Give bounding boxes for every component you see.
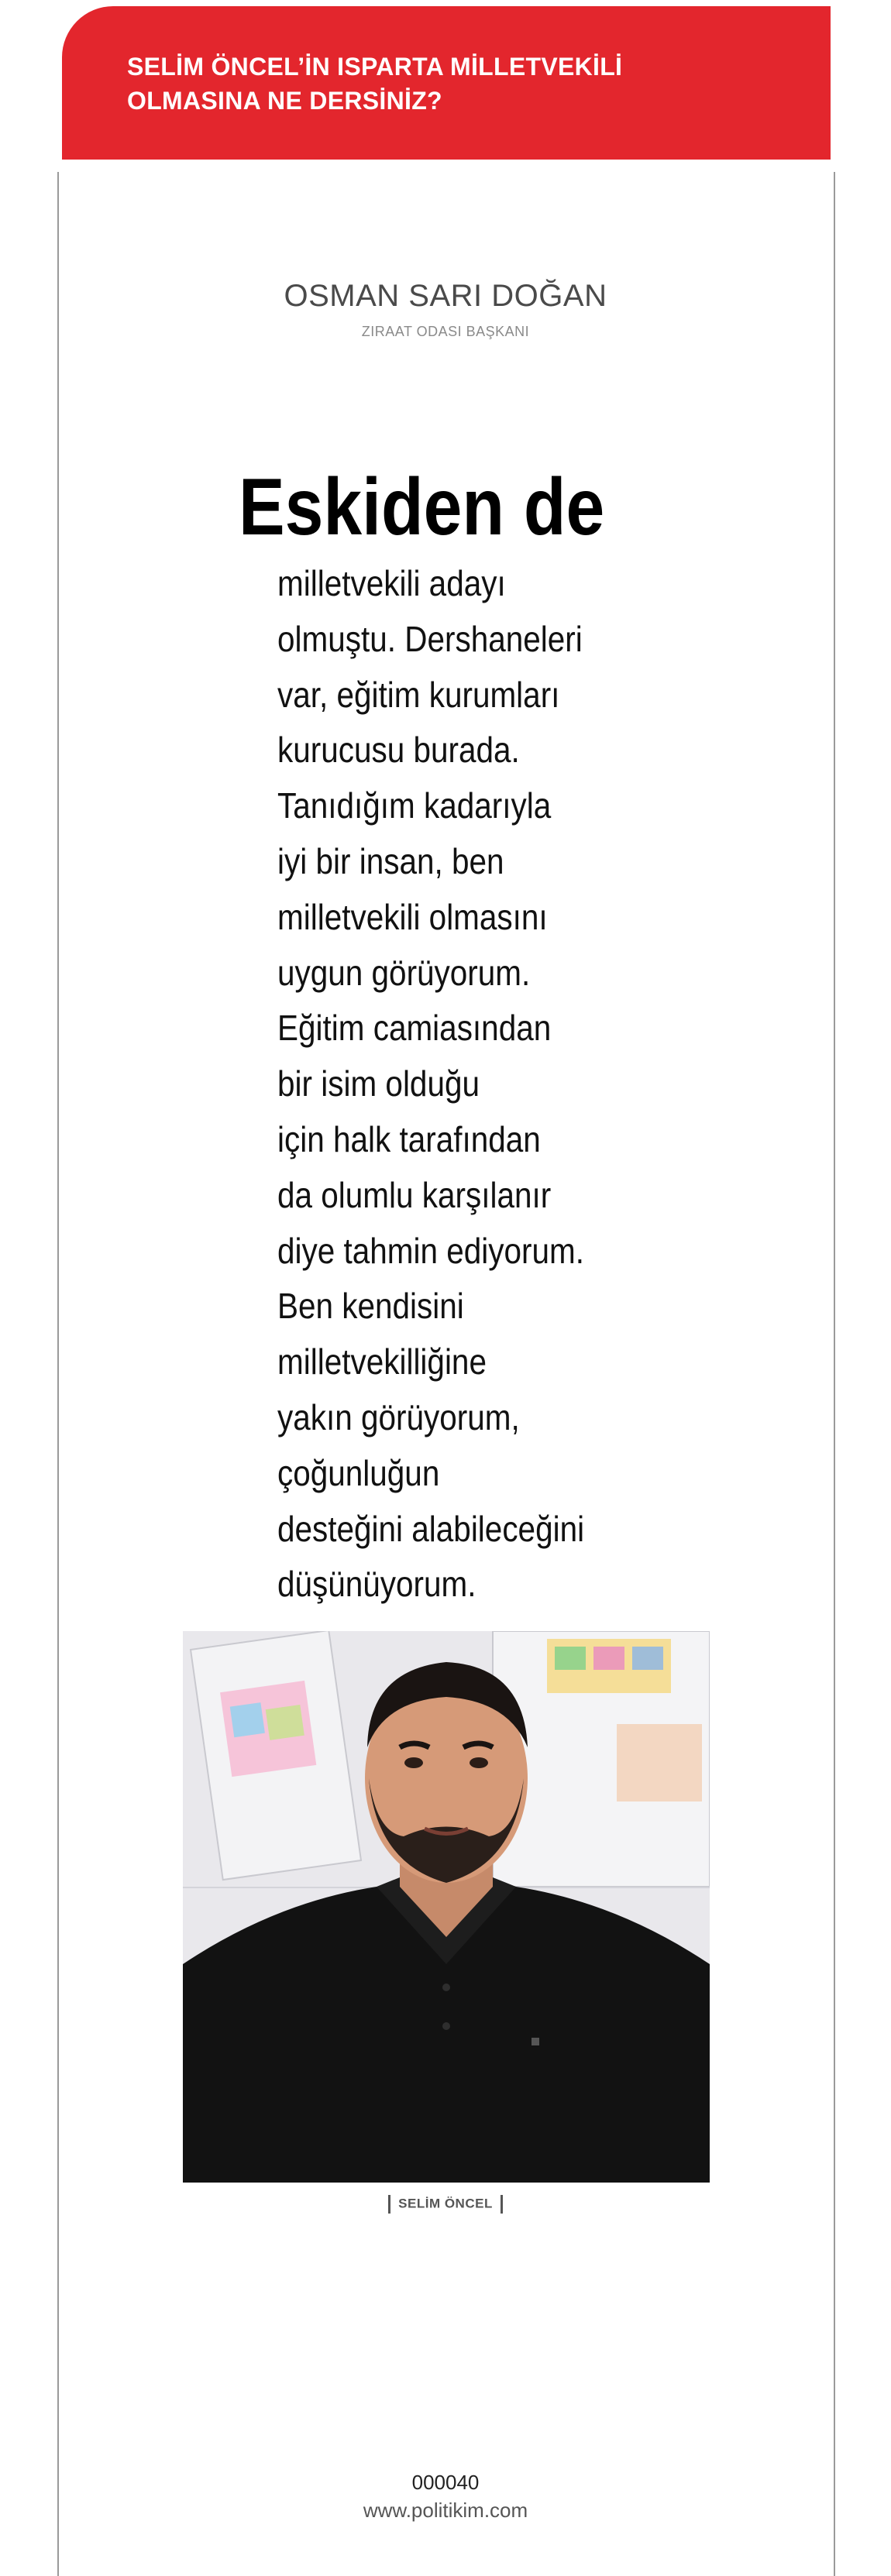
portrait-photo — [183, 1631, 710, 2183]
article-line: için halk tarafından — [277, 1118, 541, 1159]
article-line: Tanıdığım kadarıyla — [277, 785, 552, 826]
photo-caption — [0, 2195, 891, 2214]
caption-bar-right — [501, 2195, 503, 2214]
article-line: kurucusu burada. — [277, 730, 520, 771]
article-line: da olumlu karşılanır — [277, 1174, 552, 1215]
header-banner — [62, 6, 831, 160]
article-line: diye tahmin ediyorum. — [277, 1230, 584, 1271]
headline: SELİM ÖNCEL’İN ISPARTA MİLLETVEKİLİ OLMASINA NE DERSİNİZ? — [127, 53, 623, 115]
caption-bar-left — [388, 2195, 390, 2214]
author-role: ZIRAAT ODASI BAŞKANI — [361, 324, 530, 339]
article-line: Eğitim camiasından — [277, 1008, 552, 1049]
author-name: OSMAN SARI DOĞAN — [284, 279, 607, 313]
article-line: uygun görüyorum. — [277, 952, 531, 993]
website-url: www.politikim.com — [363, 2499, 528, 2522]
article-line: olmuştu. Dershaneleri — [277, 618, 583, 659]
caption-text: SELİM ÖNCEL — [398, 2196, 493, 2211]
article-line: düşünüyorum. — [277, 1564, 476, 1605]
article-line: bir isim olduğu — [277, 1063, 480, 1104]
article-line: var, eğitim kurumları — [277, 674, 560, 715]
article-line: desteğini alabileceğini — [277, 1508, 585, 1549]
article-line: milletvekili adayı — [277, 563, 506, 603]
article-line: yakın görüyorum, — [277, 1396, 520, 1437]
article-body — [277, 556, 659, 1613]
article-line: milletvekilliğine — [277, 1341, 487, 1382]
article-line: iyi bir insan, ben — [277, 840, 504, 881]
article-line: milletvekili olmasını — [277, 896, 548, 937]
frame-left-border — [57, 172, 59, 2576]
article-line: Ben kendisini — [277, 1286, 464, 1327]
frame-right-border — [834, 172, 835, 2576]
article-lead: Eskiden de — [239, 462, 605, 552]
page-number: 000040 — [411, 2471, 480, 2494]
portrait-illustration — [183, 1631, 710, 2183]
article-line: çoğunluğun — [277, 1452, 440, 1493]
